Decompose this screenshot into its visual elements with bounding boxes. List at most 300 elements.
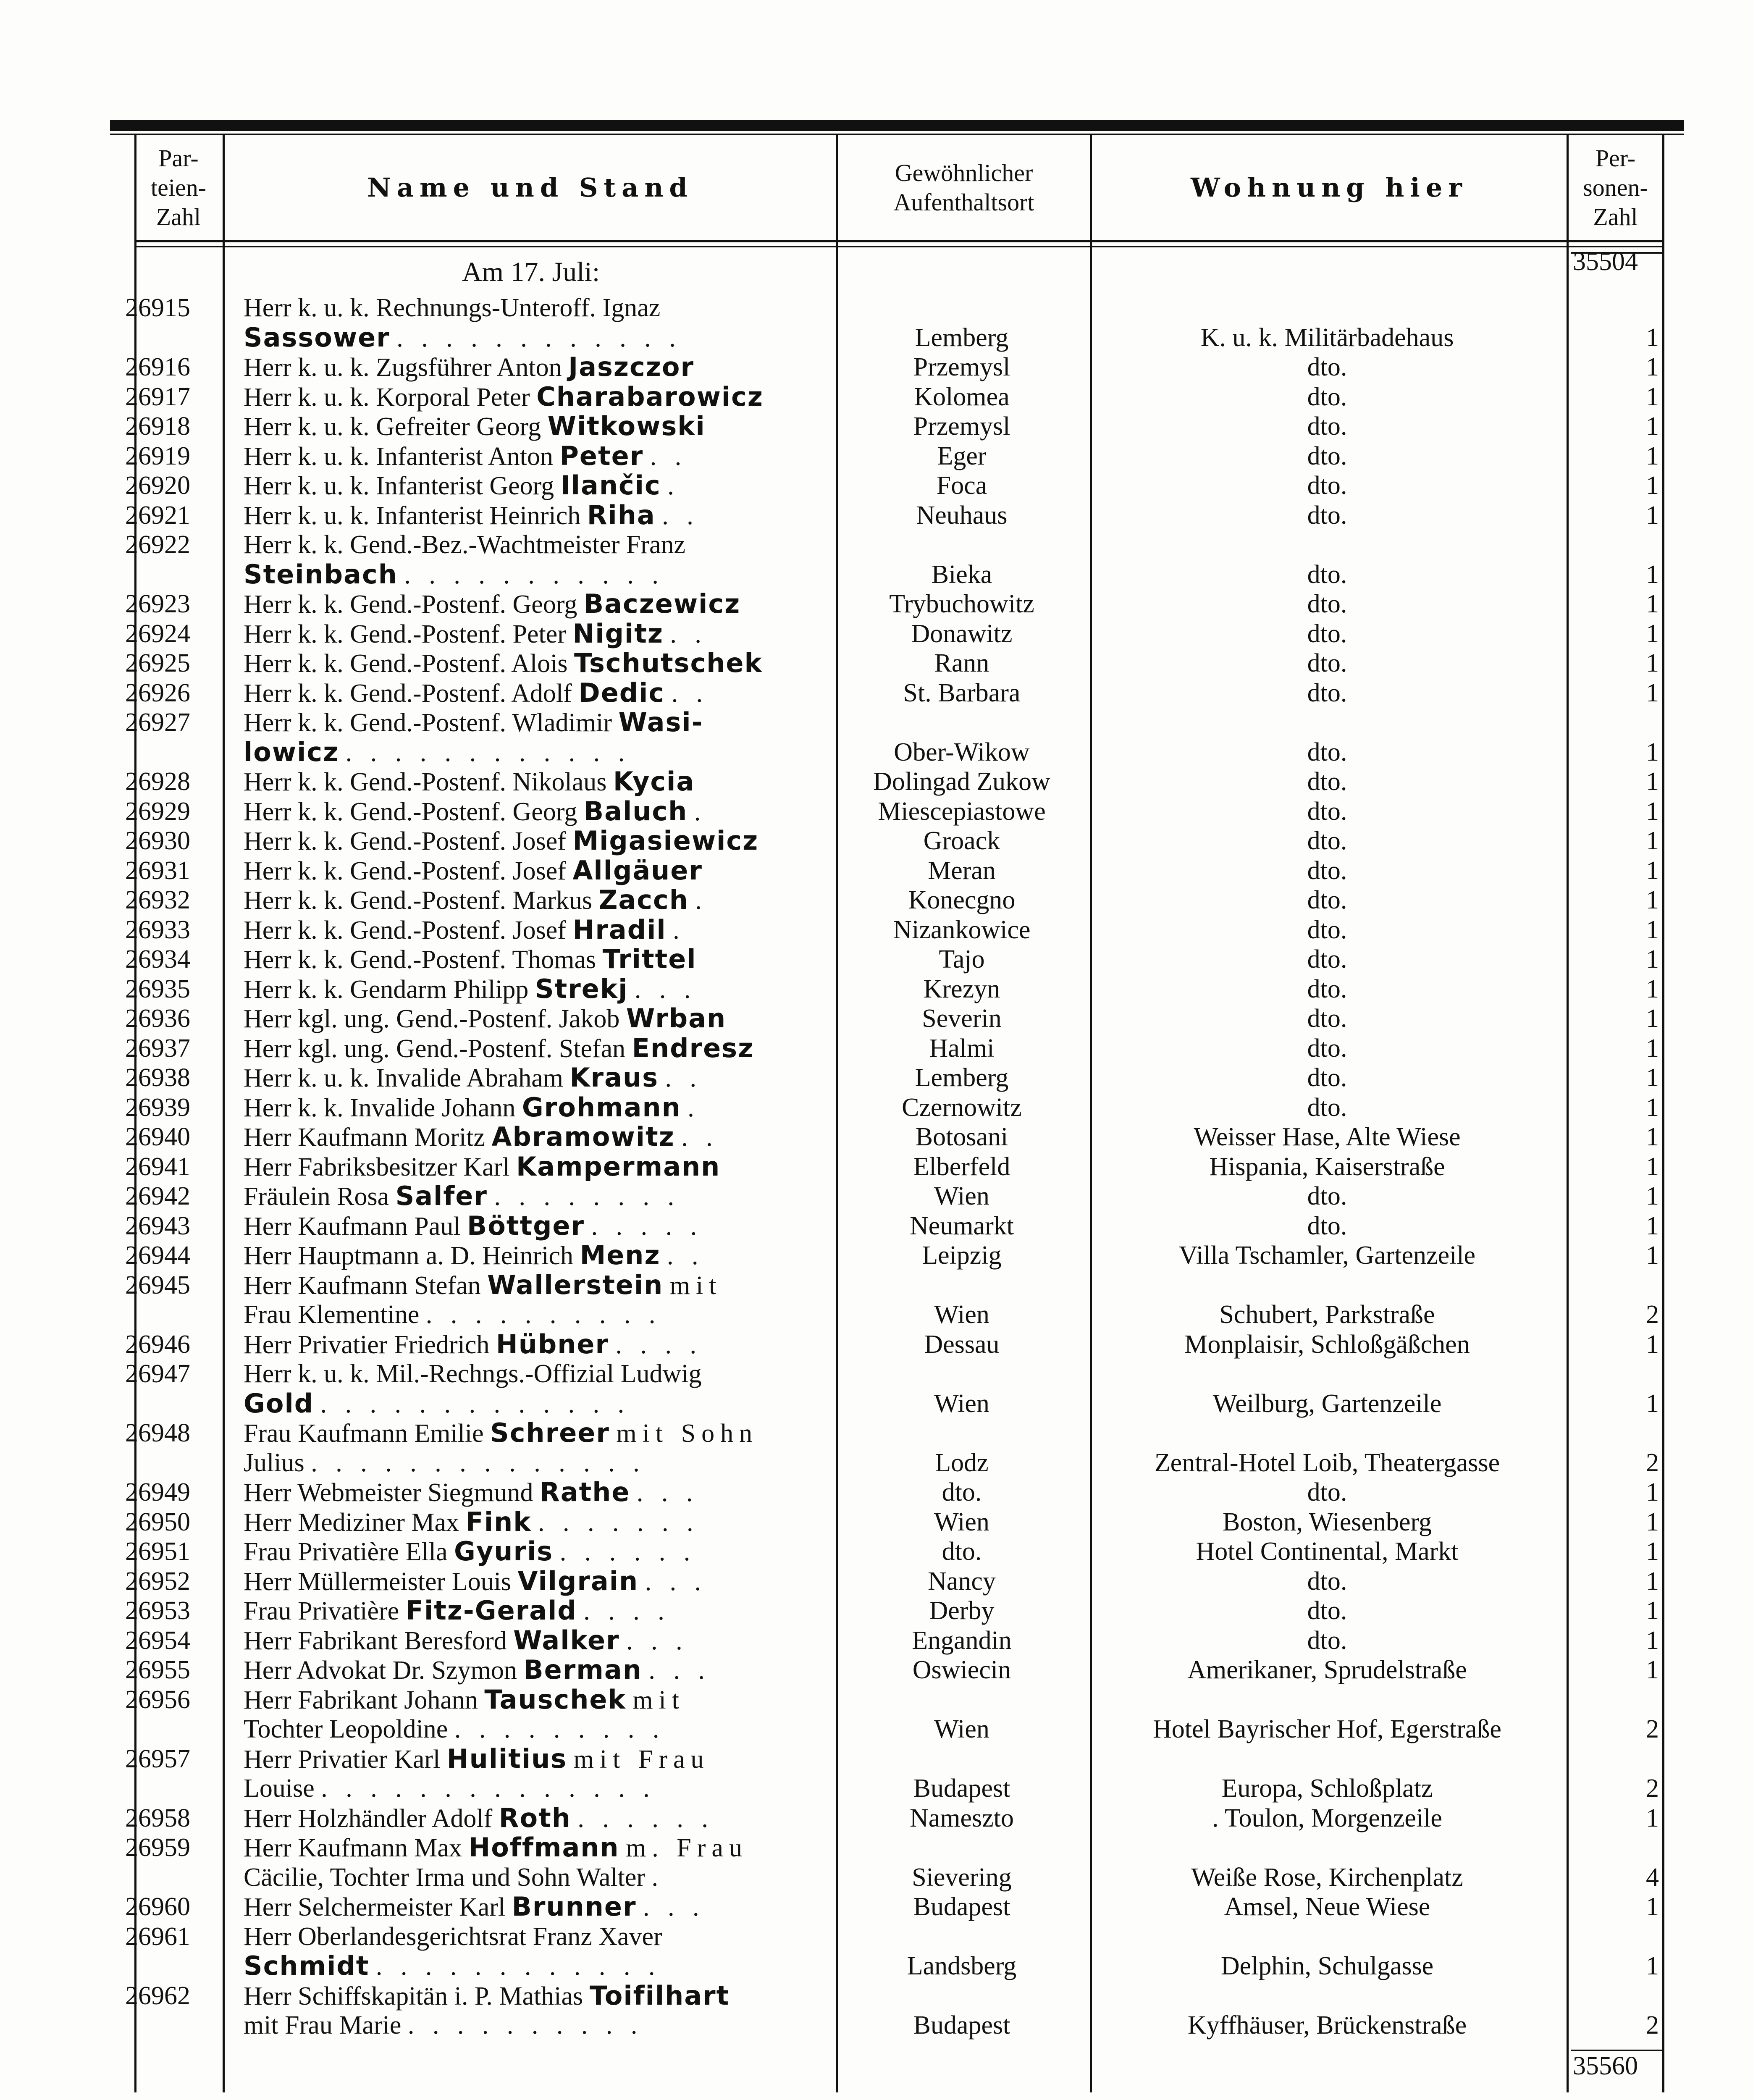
usual-residence: Krezyn — [923, 974, 1000, 1003]
header-place-line2: Aufenthaltsort — [893, 189, 1034, 216]
usual-residence: Budapest — [913, 1893, 1010, 1921]
name-line-1 — [244, 1093, 832, 1123]
surname: Peter — [559, 441, 644, 471]
party-number: 26952 — [125, 1567, 190, 1596]
person-count: 1 — [1646, 1507, 1659, 1536]
surname: Salfer — [395, 1181, 488, 1211]
leader-dots: . — [651, 1863, 664, 1892]
name-prefix: Herr kgl. ung. Gend.-Postenf. Stefan — [244, 1034, 626, 1063]
party-number: 26929 — [125, 797, 190, 826]
surname: Hoffmann — [468, 1833, 619, 1863]
party-number: 26955 — [125, 1656, 190, 1684]
name-prefix: Herr k. k. Gend.-Postenf. Peter — [244, 620, 566, 648]
local-lodging: Europa, Schloßplatz — [1221, 1774, 1433, 1803]
name-suffix: . . — [681, 1123, 719, 1152]
table-row — [0, 501, 1753, 530]
person-count: 1 — [1646, 1063, 1659, 1092]
person-count: 1 — [1646, 323, 1659, 352]
table-row — [0, 1833, 1753, 1892]
usual-residence: Przemysl — [913, 353, 1010, 381]
table-row — [0, 1211, 1753, 1241]
party-number: 26949 — [125, 1478, 190, 1507]
header-wohnung-hier: Wohnung hier — [1191, 172, 1468, 203]
usual-residence: Wien — [934, 1715, 989, 1743]
usual-residence: Ober-Wikow — [894, 738, 1030, 766]
table-row — [0, 1063, 1753, 1093]
local-lodging: dto. — [1307, 1004, 1347, 1033]
name-suffix: . . — [665, 1064, 702, 1092]
name-suffix: . . — [667, 1242, 704, 1270]
leader-dots: . . . . . . . . . . . . — [396, 323, 682, 352]
name-line-1 — [244, 885, 832, 915]
name-suffix: . . . — [634, 975, 697, 1004]
name-line-1 — [244, 1596, 832, 1626]
table-row — [0, 382, 1753, 412]
name-prefix: Herr k. k. Gend.-Postenf. Josef — [244, 856, 566, 885]
local-lodging: dto. — [1307, 1063, 1347, 1092]
person-count: 1 — [1646, 767, 1659, 796]
usual-residence: Wien — [934, 1389, 989, 1418]
person-count: 1 — [1646, 1537, 1659, 1566]
local-lodging: dto. — [1307, 678, 1347, 707]
name-line-1 — [244, 1330, 832, 1360]
party-number: 26957 — [125, 1744, 190, 1773]
party-number: 26922 — [125, 530, 190, 559]
local-lodging: dto. — [1307, 1093, 1347, 1122]
name-suffix: m. Frau — [626, 1834, 748, 1862]
table-row — [0, 885, 1753, 915]
leader-dots: . . . . . . . . . . . . . — [320, 1389, 630, 1418]
name-prefix: Herr Fabrikant Beresford — [244, 1626, 507, 1655]
name-continuation: Cäcilie, Tochter Irma und Sohn Walter — [244, 1863, 646, 1892]
table-row — [0, 826, 1753, 856]
party-number: 26918 — [125, 412, 190, 441]
party-number: 26921 — [125, 501, 190, 530]
name-suffix: mit Frau — [573, 1745, 710, 1774]
local-lodging: dto. — [1307, 974, 1347, 1003]
table-row — [0, 1507, 1753, 1537]
usual-residence: dto. — [942, 1537, 982, 1566]
table-row — [0, 1152, 1753, 1182]
party-number: 26915 — [125, 294, 190, 322]
usual-residence: Lodz — [935, 1448, 989, 1477]
usual-residence: Dolingad Zukow — [873, 767, 1050, 796]
usual-residence: Nancy — [928, 1567, 996, 1596]
person-count: 1 — [1646, 501, 1659, 530]
usual-residence: Dessau — [924, 1330, 1000, 1359]
table-row — [0, 1093, 1753, 1123]
name-suffix: . . . . . . . . — [494, 1182, 680, 1211]
usual-residence: Wien — [934, 1300, 989, 1329]
name-suffix: . — [667, 472, 680, 500]
name-line-1 — [244, 293, 832, 323]
local-lodging: dto. — [1307, 471, 1347, 500]
usual-residence: Budapest — [913, 1774, 1010, 1803]
header-num-line3: Zahl — [156, 203, 201, 231]
name-prefix: Herr kgl. ung. Gend.-Postenf. Jakob — [244, 1005, 620, 1033]
name-line-1 — [244, 1359, 832, 1389]
table-row — [0, 678, 1753, 708]
person-count: 1 — [1646, 441, 1659, 470]
header-num-line1: Par- — [158, 144, 199, 172]
table-row — [0, 352, 1753, 382]
surname: lowicz — [244, 737, 339, 767]
surname: Baluch — [583, 796, 688, 827]
surname: Wrban — [626, 1004, 727, 1034]
local-lodging: dto. — [1307, 619, 1347, 648]
party-number: 26940 — [125, 1123, 190, 1151]
table-row — [0, 1626, 1753, 1656]
surname: Kampermann — [516, 1152, 721, 1182]
name-prefix: Frau Privatière — [244, 1597, 399, 1625]
usual-residence: Sievering — [912, 1863, 1012, 1892]
table-row — [0, 974, 1753, 1004]
usual-residence: Bieka — [931, 560, 992, 589]
name-line-1 — [244, 1034, 832, 1063]
person-count: 1 — [1646, 827, 1659, 855]
name-prefix: Herr Webmeister Siegmund — [244, 1478, 533, 1507]
name-line-2 — [244, 1448, 832, 1478]
local-lodging: dto. — [1307, 915, 1347, 944]
local-lodging: Villa Tschamler, Gartenzeile — [1178, 1241, 1476, 1270]
usual-residence: Meran — [928, 856, 996, 885]
party-number: 26939 — [125, 1093, 190, 1122]
name-line-1 — [244, 1004, 832, 1034]
total-end: 35560 — [1573, 2052, 1638, 2080]
local-lodging: K. u. k. Militärbadehaus — [1200, 323, 1454, 352]
surname: Schreer — [490, 1418, 610, 1448]
local-lodging: Boston, Wiesenberg — [1222, 1507, 1432, 1536]
surname: Strekj — [535, 974, 628, 1004]
person-count: 1 — [1646, 1389, 1659, 1418]
party-number: 26932 — [125, 886, 190, 914]
name-line-1 — [244, 1418, 832, 1448]
name-prefix: Herr k. k. Gend.-Postenf. Georg — [244, 590, 577, 619]
party-number: 26956 — [125, 1685, 190, 1714]
name-prefix: Herr Kaufmann Paul — [244, 1212, 461, 1241]
name-prefix: Herr k. k. Gend.-Postenf. Nikolaus — [244, 768, 607, 796]
local-lodging: dto. — [1307, 560, 1347, 589]
name-suffix: . . — [671, 679, 709, 708]
name-prefix: Herr Kaufmann Moritz — [244, 1123, 485, 1152]
name-prefix: Frau Privatière Ella — [244, 1538, 448, 1566]
usual-residence: Groack — [923, 827, 1000, 855]
usual-residence: Donawitz — [911, 619, 1013, 648]
person-count: 1 — [1646, 1211, 1659, 1240]
local-lodging: dto. — [1307, 1182, 1347, 1210]
leader-dots: . . . . . . . . . — [454, 1715, 665, 1743]
usual-residence: Kolomea — [914, 382, 1010, 411]
party-number: 26950 — [125, 1507, 190, 1536]
table-row — [0, 1922, 1753, 1981]
total-start: 35504 — [1573, 247, 1638, 276]
table-row — [0, 1596, 1753, 1626]
surname: Endresz — [632, 1033, 754, 1063]
person-count: 1 — [1646, 1241, 1659, 1270]
party-number: 26920 — [125, 471, 190, 500]
person-count: 1 — [1646, 560, 1659, 589]
name-line-1 — [244, 1803, 832, 1833]
party-number: 26954 — [125, 1626, 190, 1655]
usual-residence: Nizankowice — [893, 915, 1031, 944]
usual-residence: Foca — [936, 471, 987, 500]
name-line-1 — [244, 441, 832, 471]
name-line-1 — [244, 1833, 832, 1863]
person-count: 1 — [1646, 1478, 1659, 1507]
party-number: 26961 — [125, 1922, 190, 1951]
person-count: 1 — [1646, 1656, 1659, 1684]
name-line-1 — [244, 1063, 832, 1093]
name-suffix: . . . — [626, 1626, 688, 1655]
local-lodging: dto. — [1307, 353, 1347, 381]
person-count: 1 — [1646, 738, 1659, 766]
name-prefix: Herr Kaufmann Stefan — [244, 1271, 481, 1300]
party-number: 26959 — [125, 1833, 190, 1862]
person-count: 1 — [1646, 590, 1659, 618]
person-count: 1 — [1646, 1567, 1659, 1596]
table-row — [0, 1418, 1753, 1478]
party-number: 26948 — [125, 1419, 190, 1447]
name-prefix: Herr Oberlandesgerichtsrat Franz Xaver — [244, 1922, 662, 1951]
person-count: 1 — [1646, 678, 1659, 707]
usual-residence: Severin — [922, 1004, 1002, 1033]
usual-residence: Wien — [934, 1182, 989, 1210]
local-lodging: dto. — [1307, 1626, 1347, 1655]
name-suffix: . — [688, 1093, 700, 1122]
table-row — [0, 1270, 1753, 1330]
local-lodging: dto. — [1307, 1478, 1347, 1507]
party-number: 26923 — [125, 590, 190, 618]
name-suffix: . — [673, 916, 685, 945]
party-number: 26930 — [125, 827, 190, 855]
person-count: 4 — [1646, 1863, 1659, 1892]
name-prefix: Herr k. u. k. Infanterist Anton — [244, 442, 553, 471]
name-continuation: mit Frau Marie — [244, 2011, 402, 2040]
table-row — [0, 1981, 1753, 2040]
local-lodging: dto. — [1307, 945, 1347, 974]
person-count: 2 — [1646, 1715, 1659, 1743]
header-num-line2: teien- — [150, 174, 207, 201]
name-prefix: Herr k. u. k. Invalide Abraham — [244, 1064, 563, 1092]
surname: Wallerstein — [487, 1270, 664, 1300]
table-row — [0, 619, 1753, 649]
party-number: 26951 — [125, 1537, 190, 1566]
table-row — [0, 1181, 1753, 1211]
table-row — [0, 1567, 1753, 1596]
name-prefix: Herr k. k. Gendarm Philipp — [244, 975, 529, 1004]
person-count: 1 — [1646, 382, 1659, 411]
name-suffix: . . . . . . . — [538, 1508, 699, 1537]
name-suffix: . . . . — [583, 1597, 670, 1625]
local-lodging: dto. — [1307, 590, 1347, 618]
name-suffix: . . . . . . — [577, 1804, 714, 1833]
name-prefix: Herr k. k. Gend.-Postenf. Wladimir — [244, 709, 612, 737]
party-number: 26962 — [125, 1981, 190, 2010]
name-suffix: . . . — [643, 1893, 705, 1922]
name-line-1 — [244, 1567, 832, 1596]
name-prefix: Herr k. k. Gend.-Postenf. Josef — [244, 827, 566, 856]
table-row — [0, 945, 1753, 974]
date-heading: Am 17. Juli: — [462, 257, 600, 287]
usual-residence: Landsberg — [907, 1952, 1017, 1980]
surname: Trittel — [602, 945, 697, 974]
name-line-1 — [244, 1152, 832, 1182]
person-count: 1 — [1646, 412, 1659, 441]
local-lodging: dto. — [1307, 1211, 1347, 1240]
surname: Witkowski — [547, 412, 706, 441]
table-row — [0, 797, 1753, 827]
local-lodging: dto. — [1307, 501, 1347, 530]
name-prefix: Herr k. u. k. Infanterist Georg — [244, 472, 554, 500]
person-count: 1 — [1646, 1152, 1659, 1181]
usual-residence: Trybuchowitz — [889, 590, 1034, 618]
local-lodging: . Toulon, Morgenzeile — [1212, 1803, 1442, 1832]
person-count: 1 — [1646, 886, 1659, 914]
local-lodging: Kyffhäuser, Brückenstraße — [1187, 2011, 1467, 2040]
name-suffix: mit Sohn — [616, 1419, 758, 1448]
surname: Abramowitz — [491, 1122, 675, 1152]
local-lodging: Monplaisir, Schloßgäßchen — [1184, 1330, 1470, 1359]
name-suffix: . . . . — [615, 1330, 703, 1359]
surname: Vilgrain — [517, 1566, 639, 1596]
surname: Fink — [465, 1507, 532, 1537]
surname: Schmidt — [244, 1951, 370, 1981]
party-number: 26919 — [125, 441, 190, 470]
person-count: 1 — [1646, 1182, 1659, 1210]
table-row — [0, 1537, 1753, 1567]
surname: Tschutschek — [574, 648, 763, 678]
name-prefix: Herr k. k. Gend.-Postenf. Alois — [244, 649, 568, 678]
name-prefix: Herr Advokat Dr. Szymon — [244, 1656, 517, 1685]
leader-dots: . . . . . . . . . . . . — [375, 1952, 661, 1981]
name-prefix: Frau Kaufmann Emilie — [244, 1419, 484, 1448]
person-count: 1 — [1646, 856, 1659, 885]
party-number: 26926 — [125, 678, 190, 707]
surname: Jaszczor — [568, 352, 695, 382]
surname: Sassower — [244, 323, 390, 353]
table-row — [0, 1034, 1753, 1063]
table-row — [0, 1655, 1753, 1685]
name-suffix: . . . — [648, 1656, 711, 1685]
person-count: 2 — [1646, 1774, 1659, 1803]
person-count: 1 — [1646, 797, 1659, 826]
name-suffix: mit — [632, 1685, 685, 1714]
table-row — [0, 767, 1753, 797]
party-number: 26916 — [125, 353, 190, 381]
name-prefix: Herr Fabrikant Johann — [244, 1685, 478, 1714]
person-count: 1 — [1646, 1093, 1659, 1122]
usual-residence: Lemberg — [915, 323, 1009, 352]
surname: Baczewicz — [583, 589, 741, 619]
local-lodging: Weiße Rose, Kirchenplatz — [1191, 1863, 1463, 1892]
name-line-1 — [244, 1981, 832, 2011]
local-lodging: dto. — [1307, 827, 1347, 855]
person-count: 2 — [1646, 1300, 1659, 1329]
usual-residence: Halmi — [929, 1034, 995, 1063]
usual-residence: Oswiecin — [912, 1656, 1011, 1684]
name-line-2 — [244, 2011, 832, 2040]
party-number: 26946 — [125, 1330, 190, 1359]
name-suffix: . — [694, 797, 707, 826]
person-count: 1 — [1646, 471, 1659, 500]
local-lodging: Schubert, Parkstraße — [1219, 1300, 1435, 1329]
usual-residence: Konecgno — [908, 886, 1016, 914]
local-lodging: Amerikaner, Sprudelstraße — [1187, 1656, 1467, 1684]
surname: Böttger — [467, 1211, 585, 1241]
leader-dots: . . . . . . . . . . — [407, 2011, 643, 2040]
usual-residence: Elberfeld — [913, 1152, 1010, 1181]
surname: Hradil — [572, 915, 667, 945]
person-count: 1 — [1646, 974, 1659, 1003]
name-line-1 — [244, 530, 832, 559]
local-lodging: dto. — [1307, 1034, 1347, 1063]
surname: Brunner — [512, 1892, 637, 1922]
name-line-1 — [244, 1241, 832, 1270]
surname: Charabarowicz — [536, 382, 764, 412]
name-prefix: Herr Fabriksbesitzer Karl — [244, 1152, 510, 1181]
surname: Gold — [244, 1389, 314, 1419]
surname: Hübner — [496, 1329, 609, 1360]
person-count: 1 — [1646, 915, 1659, 944]
name-suffix: . . — [650, 442, 688, 471]
name-prefix: Herr k. k. Gend.-Postenf. Josef — [244, 916, 566, 945]
name-prefix: Herr k. k. Gend.-Postenf. Markus — [244, 886, 592, 915]
person-count: 1 — [1646, 619, 1659, 648]
name-prefix: Herr k. u. k. Korporal Peter — [244, 383, 530, 412]
party-number: 26935 — [125, 974, 190, 1003]
person-count: 1 — [1646, 649, 1659, 677]
table-row — [0, 530, 1753, 589]
table-row — [0, 648, 1753, 678]
usual-residence: Botosani — [915, 1123, 1008, 1151]
party-number: 26945 — [125, 1270, 190, 1299]
local-lodging: dto. — [1307, 738, 1347, 766]
local-lodging: dto. — [1307, 412, 1347, 441]
name-prefix: Herr k. u. k. Rechnungs-Unteroff. Ignaz — [244, 294, 661, 322]
name-line-1 — [244, 1270, 832, 1300]
usual-residence: Przemysl — [913, 412, 1010, 441]
name-line-1 — [244, 589, 832, 619]
name-prefix: Herr Kaufmann Max — [244, 1834, 462, 1862]
local-lodging: dto. — [1307, 649, 1347, 677]
usual-residence: Neumarkt — [910, 1211, 1014, 1240]
surname: Wasi- — [618, 708, 703, 738]
party-number: 26943 — [125, 1211, 190, 1240]
name-suffix: . . . . . — [591, 1212, 703, 1241]
name-line-1 — [244, 767, 832, 797]
usual-residence: Czernowitz — [902, 1093, 1022, 1122]
usual-residence: Tajo — [939, 945, 985, 974]
name-line-1 — [244, 1211, 832, 1241]
surname: Allgäuer — [572, 856, 703, 886]
name-line-1 — [244, 412, 832, 441]
surname: Migasiewicz — [572, 826, 759, 856]
usual-residence: Nameszto — [910, 1803, 1014, 1832]
local-lodging: Hispania, Kaiserstraße — [1209, 1152, 1445, 1181]
usual-residence: Derby — [929, 1596, 995, 1625]
local-lodging: Hotel Bayrischer Hof, Egerstraße — [1153, 1715, 1501, 1743]
surname: Grohmann — [522, 1092, 681, 1123]
header-personen-zahl — [1569, 135, 1662, 240]
surname: Dedic — [578, 678, 665, 708]
name-prefix: Herr k. u. k. Infanterist Heinrich — [244, 501, 581, 530]
party-number: 26936 — [125, 1004, 190, 1033]
name-line-1 — [244, 1507, 832, 1537]
name-continuation: Julius — [244, 1448, 304, 1477]
local-lodging: dto. — [1307, 1567, 1347, 1596]
name-line-2 — [244, 738, 832, 767]
name-prefix: Herr k. u. k. Gefreiter Georg — [244, 412, 541, 441]
